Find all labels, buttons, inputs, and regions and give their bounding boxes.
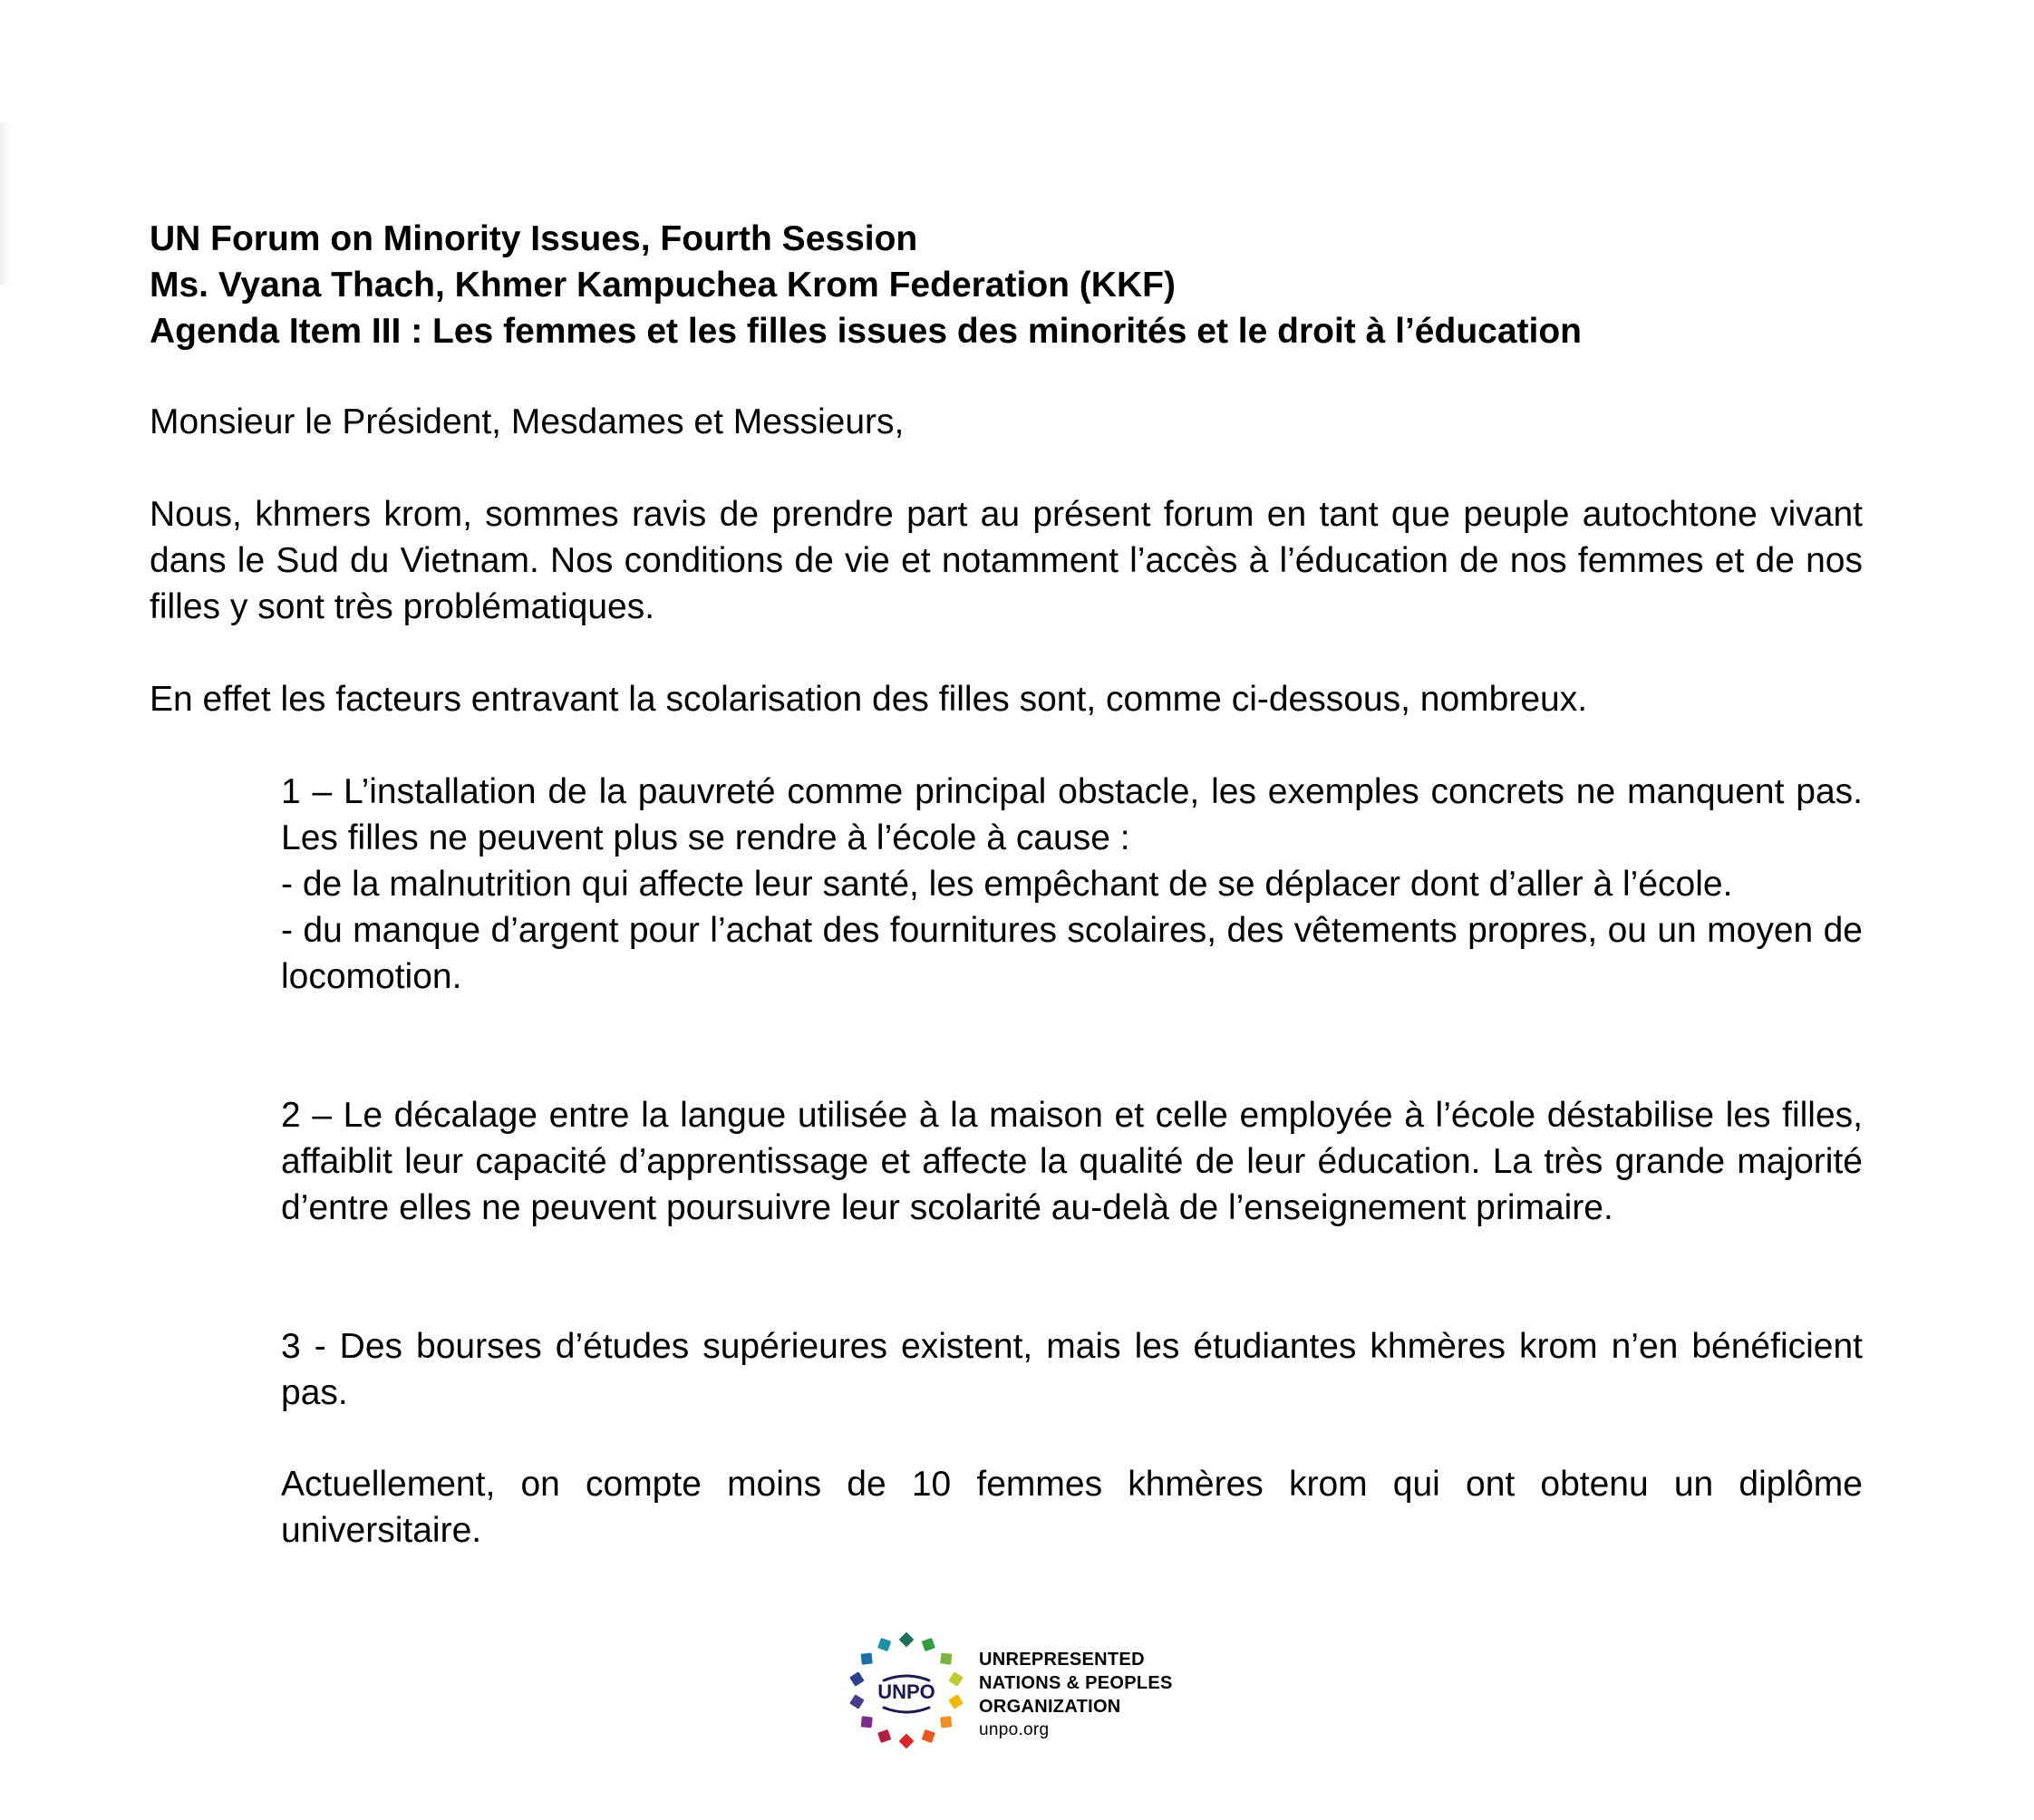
logo-ring-segment (849, 1671, 865, 1687)
list-item-3: 3 - Des bourses d’études supérieures existent, mais les étudiantes khmères krom n’en bénéficient pas. (281, 1327, 1863, 1412)
list-item-1-bullet-malnutrition: - de la malnutrition qui affecte leur santé, les empêchant de se déplacer dont d’aller à l’école. (281, 865, 1733, 904)
logo-url: unpo.org (979, 1720, 1050, 1739)
logo-wordmark (979, 1648, 1173, 1742)
logo-ring-segment (899, 1632, 915, 1648)
logo-ring-segment (899, 1734, 915, 1749)
logo-ring-segment (948, 1671, 964, 1687)
logo-line-3: ORGANIZATION (979, 1697, 1121, 1717)
logo-line-2: NATIONS & PEOPLES (979, 1673, 1173, 1693)
header-forum-title: UN Forum on Minority Issues, Fourth Session (150, 219, 918, 258)
logo-ring-segment (940, 1716, 952, 1728)
scan-edge (0, 122, 11, 286)
list-item-1-bullet-money: - du manque d’argent pour l’achat des fournitures scolaires, des vêtements propres, ou un moyen de locomotion. (281, 911, 1863, 996)
header-agenda-item: Agenda Item III : Les femmes et les filles issues des minorités et le droit à l’éducation (150, 312, 1582, 351)
greeting-paragraph: Monsieur le Président, Mesdames et Messieurs, (150, 402, 905, 441)
logo-ring-segment (861, 1716, 873, 1728)
logo-ring-segment (849, 1694, 865, 1709)
logo-ring-segment (940, 1652, 952, 1664)
unpo-logo (848, 1631, 1210, 1758)
intro-paragraph: Nous, khmers krom, sommes ravis de prendre part au présent forum en tant que peuple autochtone vivant dans le Sud du Vietnam. Nos conditions de vie et notamment l’accès à l’éducation de nos femmes et de nos filles y sont très problématiques. (150, 495, 1863, 626)
logo-ring-segment (877, 1729, 891, 1743)
closing-paragraph: Actuellement, on compte moins de 10 femmes khmères krom qui ont obtenu un diplôme universitaire. (281, 1465, 1863, 1550)
list-item-2: 2 – Le décalage entre la langue utilisée à la maison et celle employée à l’école déstabilise les filles, affaiblit leur capacité d’apprentissage et affecte la qualité de leur éducation. La très grande majorité d’entre elles ne peuvent poursuivre leur scolarité au-delà de l’enseignement primaire. (281, 1096, 1863, 1227)
logo-line-1: UNREPRESENTED (979, 1650, 1145, 1670)
list-item-1-intro: 1 – L’installation de la pauvreté comme principal obstacle, les exemples concrets ne manquent pas. Les filles ne peuvent plus se rendre à l’école à cause : (281, 772, 1863, 857)
unpo-acronym: UNPO (877, 1680, 935, 1703)
logo-ring-segment (922, 1638, 935, 1651)
logo-arc-bottom (884, 1708, 929, 1712)
logo-ring-segment (948, 1694, 964, 1709)
logo-ring-segment (877, 1638, 891, 1651)
logo-ring-segment (922, 1729, 935, 1743)
header-speaker: Ms. Vyana Thach, Khmer Kampuchea Krom Federation (KKF) (150, 266, 1176, 305)
document-header (150, 216, 1872, 354)
list-item-1 (281, 769, 1863, 1000)
factors-paragraph: En effet les facteurs entravant la scolarisation des filles sont, comme ci-dessous, nombreux. (150, 680, 1588, 719)
logo-ring-segment (861, 1652, 873, 1664)
unpo-logo-mark (848, 1631, 965, 1749)
